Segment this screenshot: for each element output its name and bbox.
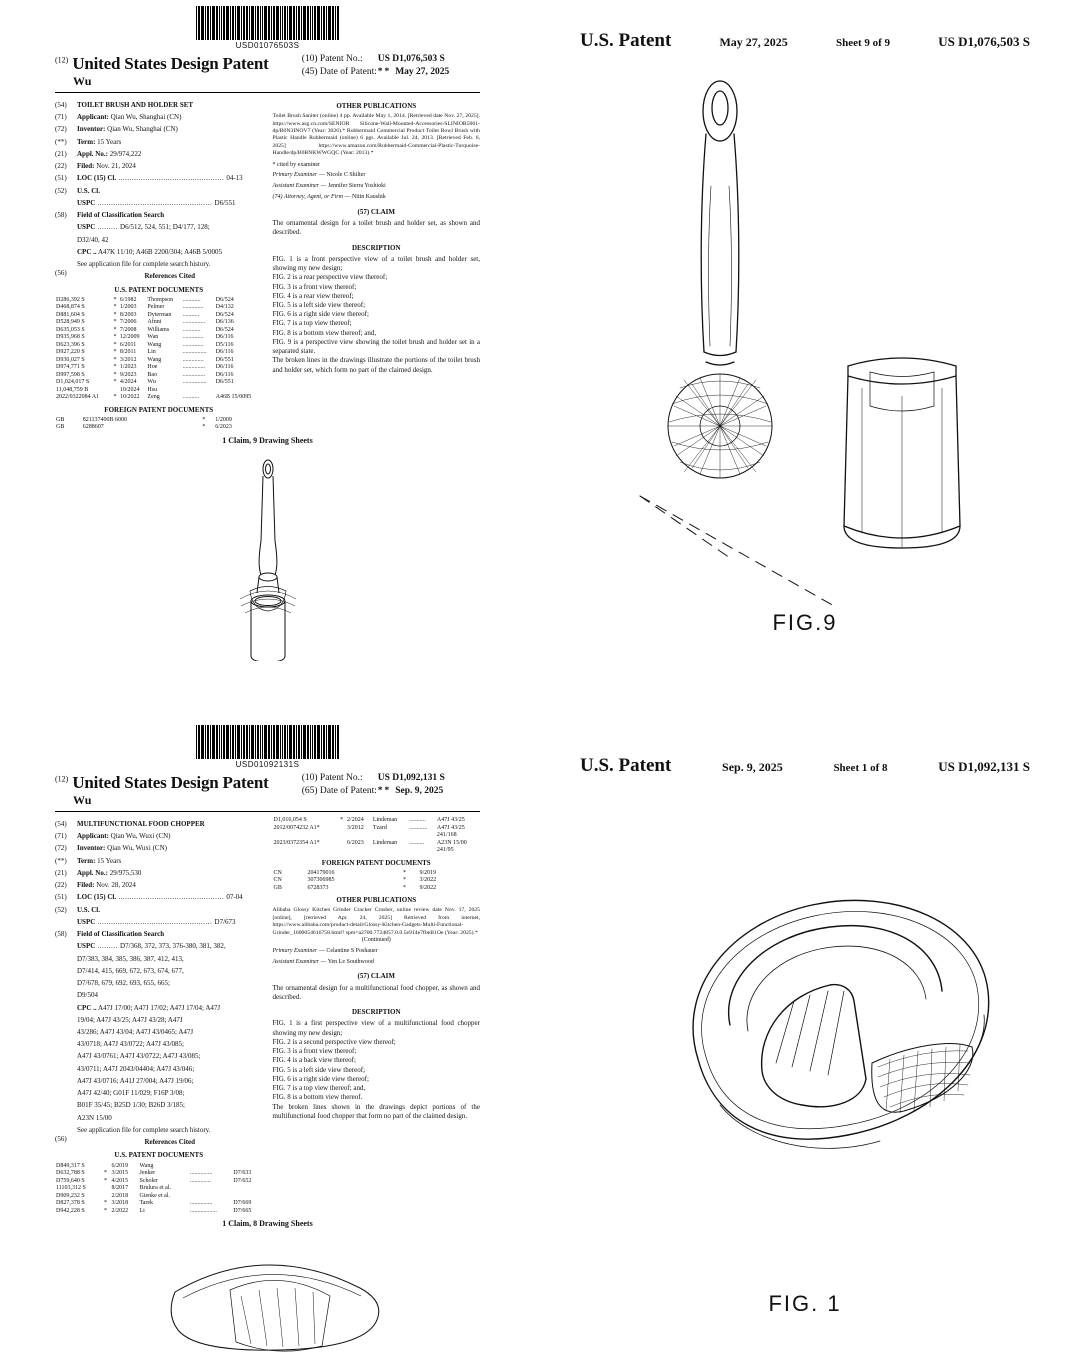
field-row: D7/678, 679, 692, 693, 655, 665; — [77, 979, 170, 988]
drawing-sheet-label-1: Sheet 9 of 9 — [835, 37, 891, 49]
table-row: 2022/0322084 A1 * 10/2022 Zeng ........... A46B 15/0095 — [56, 394, 252, 401]
other-publications-text: Alibaba Glossy Kitchen Grinder Cracker Crusher, online review date Nov. 17, 2025 [online], [retrieved Apr. 24, 2025] Retrieved from internet, https://www.alibaba.com/product-detail/Glossy-Kitchen-Gadgets-Multi-Functional-Grinder_1600054616758.html? spm=a2700.7724857.0.0.5e914e7fbeB1Oe (Year: 2025).* — [272, 907, 480, 936]
field-row: (71) Applicant: Qian Wu, Wuxi (CN) — [55, 832, 171, 841]
date-stars-2: ** — [377, 786, 392, 796]
patent-header-1 — [55, 54, 480, 93]
inventor-short-2: Wu — [73, 793, 92, 807]
table-row: CN 307306985 * 3/2022 — [273, 877, 437, 884]
field-row: (51) LOC (15) Cl. ............................................... 04-13 — [55, 174, 243, 183]
date-1: May 27, 2025 — [395, 67, 450, 77]
description-line: FIG. 2 is a rear perspective view thereof; — [272, 273, 388, 282]
kind-code-2: (12) — [55, 774, 69, 784]
description-header: DESCRIPTION — [351, 243, 401, 252]
patent-no-label-1: (10) Patent No.: — [301, 54, 363, 64]
table-row: D942,228 S * 2/2022 Li .................. D7/665 — [56, 1207, 252, 1214]
table-row: D827,378 S * 3/2018 Tarek ............... D7/669 — [56, 1200, 252, 1207]
field-row: (54) TOILET BRUSH AND HOLDER SET — [55, 101, 194, 109]
field-row: D32/40, 42 — [77, 235, 109, 244]
field-row: D9/504 — [77, 991, 98, 1000]
field-row: USPC ................................................... D7/673 — [77, 917, 236, 926]
table-row: D1,024,017 S * 4/2024 Wu ................ D6/551 — [56, 379, 234, 386]
field-row: USPC ................................................... D6/551 — [77, 198, 236, 207]
references-table — [273, 817, 481, 855]
references-table — [55, 297, 263, 402]
field-row: (**) Term: 15 Years — [55, 137, 122, 146]
drawing-header-2 — [580, 755, 1030, 777]
table-row: D997,598 S * 9/2023 Bao ............... D6/116 — [56, 371, 234, 378]
table-row: D881,604 S * 8/2003 Dyterman ........... D6/524 — [56, 311, 234, 318]
table-row: D623,396 S * 6/2011 Wang .............. D5/116 — [56, 341, 234, 348]
field-row: (21) Appl. No.: 29/974,222 — [55, 149, 142, 158]
patent-col-right-1 — [273, 98, 481, 432]
drawing-sheet-2 — [580, 755, 1030, 1365]
examiner-row: (74) Attorney, Agent, or Firm — Nitin Kaushik — [272, 194, 386, 201]
patent-body-1 — [55, 98, 480, 432]
field-row: (58) Field of Classification Search — [55, 211, 165, 220]
description-line: The broken lines shown in the drawings depict portions of the multifunctional food chopper that form no part of the claimed design. — [272, 1102, 480, 1120]
patent-title-1: United States Design Patent — [72, 54, 269, 73]
field-row: (58) Field of Classification Search — [55, 930, 165, 939]
table-row: D632,788 S * 3/2015 Jenker ............... D7/633 — [56, 1170, 252, 1177]
examiner-row: Primary Examiner — Celantine S Poshauer — [272, 947, 378, 954]
patent-col-left-1 — [55, 98, 263, 432]
table-row: D759,640 S * 4/2015 Scholer .............. D7/652 — [56, 1177, 252, 1184]
claim-text: The ornamental design for a toilet brush and holder set, as shown and described. — [272, 219, 480, 237]
field-row: CPC .. A47J 17/00; A47J 17/02; A47J 17/04; A47J — [77, 1003, 221, 1012]
table-row: D909,232 S 2/2018 Gienke et al. — [56, 1192, 170, 1199]
other-publications-header: OTHER PUBLICATIONS — [336, 896, 417, 905]
table-row: D935,968 S * 12/2009 Wan .............. D6/116 — [56, 334, 234, 341]
patent-no-label-2: (10) Patent No.: — [301, 773, 363, 783]
drawing-patent-no-1: US D1,076,503 S — [938, 34, 1030, 49]
other-publications-text: Toilet Brush Saniter (online) 4 pp. Available May 1, 2014. [Retrieved date Nov. 27, 2025]. https://www.asg.cn.com/SENIOR Silicone-Wall-Mounted-Accessories-SLINIOR5061-dp/B0N3INOV7 (Year: 3026).* Rubbermaid Commercial Product Toilet Bowl Brush with Plastic Handle Rubbermaid (online) 6 pgs. Available Jul. 24, 2013. [Retrieved Feb. 6, 2025] https://www.amazon.com/Rubbermaid-Commercial-Plastic-Turquoise-Handle/dp/B0BNKWWGQC (Year: 2013).* — [272, 113, 480, 157]
claim-text: The ornamental design for a multifunctional food chopper, as shown and described. — [272, 983, 480, 1001]
patent-body-2 — [55, 817, 480, 1215]
table-row: 11,048,759 B 10/2024 Hsu — [56, 386, 158, 393]
continued-label: (Continued) — [361, 937, 391, 944]
table-row: 241/95 — [436, 847, 454, 853]
field-row: USPC ......... D7/368, 372, 373, 376-380, 381, 382, — [77, 942, 226, 951]
description-line: FIG. 8 is a bottom view thereof. — [272, 1093, 363, 1102]
description-line: FIG. 3 is a front view thereof; — [272, 1047, 357, 1056]
drawing-patent-no-2: US D1,092,131 S — [938, 759, 1030, 774]
front-page-figure-1 — [55, 451, 480, 661]
other-publications-header: OTHER PUBLICATIONS — [336, 102, 417, 110]
references-table — [55, 417, 263, 432]
patent-front-page-2 — [55, 725, 480, 1365]
date-2: Sep. 9, 2025 — [395, 786, 444, 796]
field-row: D7/414, 415, 669, 672, 673, 674, 677, — [77, 966, 184, 975]
patent-header-2 — [55, 773, 480, 812]
figure-label-1: FIG. 1 — [768, 1291, 842, 1316]
field-row: (56) References Cited — [55, 269, 196, 281]
field-row: 19/04; A47J 43/25; A47J 43/28; A47J — [77, 1015, 183, 1024]
claim-header: (57) CLAIM — [357, 207, 396, 216]
table-row: D974,771 S * 1/2023 Hoe ............... D6/116 — [56, 364, 234, 371]
field-row: (72) Inventor: Qian Wu, Wuxi (CN) — [55, 844, 167, 853]
us-refs-header: U.S. PATENT DOCUMENTS — [114, 1151, 204, 1160]
table-row: D849,317 S 6/2019 Wang — [56, 1162, 154, 1169]
drawing-sheet-1 — [580, 30, 1030, 690]
table-row: D528,949 S * 7/2006 Afnni ............... D6/136 — [56, 319, 234, 326]
examiner-row: Primary Examiner — Nicole C Shilter — [272, 172, 366, 179]
field-row: (54) MULTIFUNCTIONAL FOOD CHOPPER — [55, 820, 205, 828]
foreign-refs-header: FOREIGN PATENT DOCUMENTS — [321, 858, 431, 867]
description-line: FIG. 6 is a right side view thereof; — [272, 310, 369, 319]
field-row: (22) Filed: Nov. 21, 2024 — [55, 162, 136, 171]
field-row: 43/0711; A47J 2043/04404; A47J 43/046; — [77, 1064, 195, 1073]
field-row: USPC ......... D6/512, 524, 551; D4/177, 128; — [77, 223, 210, 232]
field-row: See application file for complete search history. — [77, 1125, 211, 1134]
patent-title-2: United States Design Patent — [72, 773, 269, 792]
description-line: FIG. 9 is a perspective view showing the toilet brush and holder set in a separated state. — [272, 337, 480, 356]
table-row: CN 204179016 * 9/2019 — [273, 869, 437, 876]
table-row: 2012/0074232 A1* 3/2012 Tzard ............ A47J 43/25 — [273, 824, 465, 831]
table-row: 241/168 — [436, 832, 457, 838]
description-line: The broken lines in the drawings illustrate the portions of the toilet brush and holder set, which form no part of the claimed design. — [272, 356, 480, 374]
table-row: GB 6288607 * 6/2023 — [56, 424, 232, 431]
field-row: 43/286; A47J 43/04; A47J 43/0465; A47J — [77, 1027, 194, 1036]
references-table — [273, 870, 481, 893]
barcode-1 — [55, 6, 480, 40]
examiner-row: Assistant Examiner — Jennifer Sierra Yoshioki — [272, 183, 386, 190]
date-label-1: (45) Date of Patent: — [301, 67, 377, 77]
barcode-number-1: USD01076503S — [235, 41, 300, 50]
field-row: (52) U.S. Cl. — [55, 905, 100, 914]
drawing-sheet-label-2: Sheet 1 of 8 — [833, 762, 888, 774]
figure-9-drawing — [580, 66, 1030, 606]
table-row: 11103,312 S 8/2017 Brulura et al. — [56, 1185, 171, 1192]
field-row: A23N 15/00 — [77, 1113, 112, 1122]
field-row: A47J 42/40; G01F 11/029; F16P 3/08; — [77, 1089, 185, 1098]
description-header: DESCRIPTION — [351, 1008, 401, 1017]
patent-front-page-1 — [55, 6, 480, 686]
description-line: FIG. 7 is a top view thereof; — [272, 319, 352, 328]
description-line: FIG. 5 is a left side view thereof; — [272, 1065, 366, 1074]
kind-code-1: (12) — [55, 55, 69, 65]
description-line: FIG. 4 is a back view thereof; — [272, 1056, 356, 1065]
table-row: D1,016,054 S * 2/2024 Lindeman ........... A47J 43/25 — [273, 817, 465, 823]
field-row: (52) U.S. Cl. — [55, 186, 100, 195]
table-row: 2023/0372354 A1* 6/2023 Lindeman .......... A23N 15/00 — [273, 839, 467, 846]
field-row: B01F 35/45; B25D 1/30; B26D 3/185; — [77, 1101, 185, 1110]
description-line: FIG. 5 is a left side view thereof; — [272, 300, 366, 309]
field-row: A47J 43/0716; A41J 27/004; A47J 19/06; — [77, 1076, 194, 1085]
description-line: FIG. 8 is a bottom view thereof; and, — [272, 328, 377, 337]
drawing-date-1: May 27, 2025 — [719, 35, 788, 49]
foreign-refs-header: FOREIGN PATENT DOCUMENTS — [104, 405, 214, 414]
figure-1-drawing — [580, 819, 1030, 1289]
references-table — [55, 1163, 263, 1216]
field-row: (21) Appl. No.: 29/975,530 — [55, 868, 142, 877]
inventor-short-1: Wu — [73, 74, 92, 88]
table-row: GB 6728373 * 9/2022 — [273, 884, 437, 891]
date-stars-1: ** — [377, 67, 392, 77]
field-row: A47J 43/0761; A47J 43/0722; A47J 43/085; — [77, 1052, 201, 1061]
figure-label-9: FIG.9 — [772, 610, 838, 635]
field-row: See application file for complete search history. — [77, 260, 211, 269]
patent-col-right-2 — [273, 817, 481, 1215]
description-line: FIG. 6 is a right side view thereof; — [272, 1074, 369, 1083]
field-row: (22) Filed: Nov. 28, 2024 — [55, 881, 136, 890]
drawing-us-patent-2: U.S. Patent — [580, 755, 672, 776]
drawing-us-patent-1: U.S. Patent — [580, 30, 672, 51]
drawing-header-1 — [580, 30, 1030, 52]
field-row: (**) Term: 15 Years — [55, 856, 122, 865]
front-page-figure-2 — [55, 1232, 480, 1352]
field-row: (71) Applicant: Qian Wu, Shanghai (CN) — [55, 113, 182, 122]
patent-no-2: US D1,092,131 S — [377, 773, 445, 783]
patent-no-1: US D1,076,503 S — [377, 54, 445, 64]
field-row: 43/0718; A47J 43/0722; A47J 43/085; — [77, 1040, 184, 1049]
description-line: FIG. 3 is a front view thereof; — [272, 282, 357, 291]
table-row: D468,874 S * 1/2003 Pelmer .............. D4/132 — [56, 304, 234, 311]
us-refs-header: U.S. PATENT DOCUMENTS — [114, 285, 204, 294]
description-line: FIG. 2 is a second perspective view thereof; — [272, 1037, 396, 1046]
cited-by-examiner: * cited by examiner — [272, 161, 320, 168]
table-row: D635,053 S * 7/2008 Williams ............ D6/524 — [56, 326, 234, 333]
description-line: FIG. 4 is a rear view thereof; — [272, 291, 354, 300]
barcode-number-2: USD01092131S — [235, 760, 300, 769]
field-row: D7/383, 384, 385, 386, 387, 412, 413, — [77, 954, 184, 963]
barcode-2 — [55, 725, 480, 759]
field-row: CPC .. A47K 11/10; A46B 2200/304; A46B 5/0005 — [77, 247, 223, 256]
drawing-sheets-footer-2: 1 Claim, 8 Drawing Sheets — [222, 1219, 313, 1229]
field-row: (51) LOC (15) Cl. ............................................... 07-04 — [55, 893, 243, 902]
table-row: D286,392 S * 6/1982 Thompson ............ D6/524 — [56, 296, 234, 303]
claim-header: (57) CLAIM — [357, 972, 396, 981]
examiner-row: Assistant Examiner — Yen Le Southwood — [272, 958, 374, 965]
date-label-2: (65) Date of Patent: — [301, 786, 377, 796]
description-line: FIG. 7 is a top view thereof; and, — [272, 1084, 366, 1093]
description-line: FIG. 1 is a first perspective view of a multifunctional food chopper showing my new design; — [272, 1019, 480, 1037]
description-line: FIG. 1 is a front perspective view of a toilet brush and holder set, showing my new design; — [272, 254, 480, 273]
drawing-sheets-footer-1: 1 Claim, 9 Drawing Sheets — [222, 435, 313, 445]
field-row: (72) Inventor: Qian Wu, Shanghai (CN) — [55, 125, 178, 134]
table-row: D930,027 S * 3/2012 Wang .............. D6/551 — [56, 356, 234, 363]
table-row: D927,220 S * 8/2011 Lin ................ D6/116 — [56, 349, 234, 356]
patent-col-left-2 — [55, 817, 263, 1215]
field-row: (56) References Cited — [55, 1135, 196, 1147]
drawing-date-2: Sep. 9, 2025 — [722, 760, 783, 774]
table-row: GB 821137400B 6000 * 1/2009 — [56, 416, 232, 423]
